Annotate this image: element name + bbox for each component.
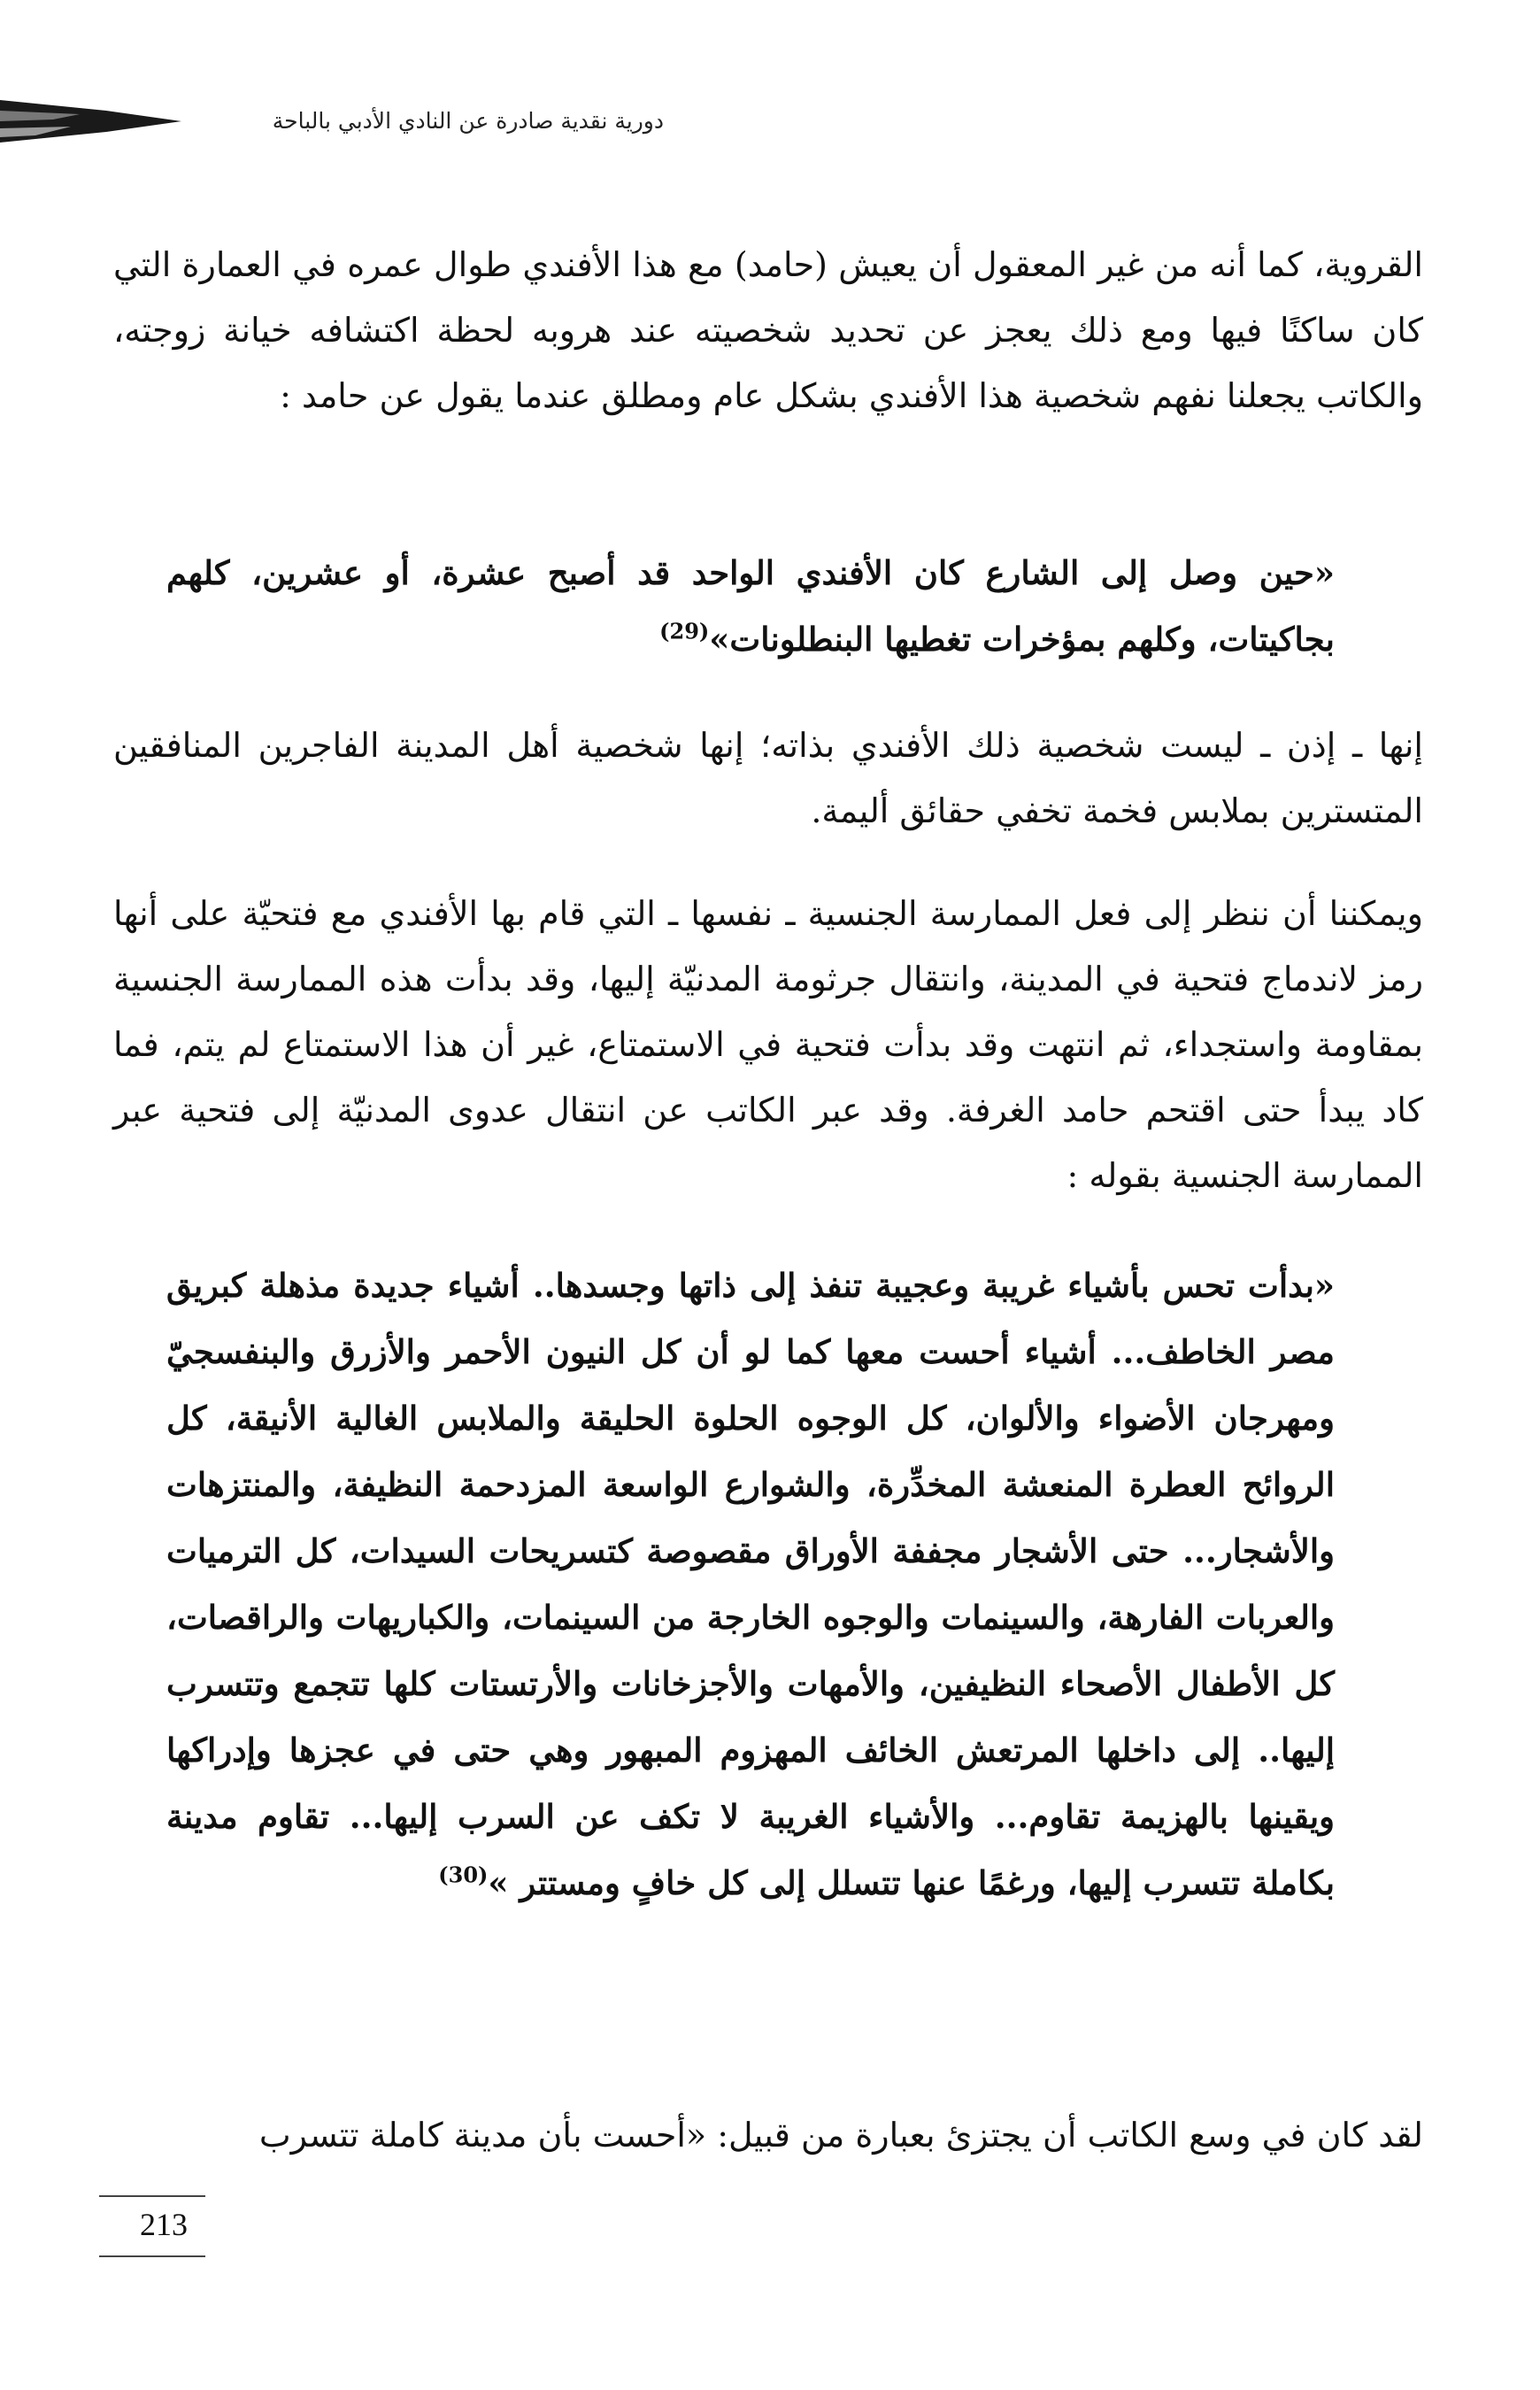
quote-block-2 (166, 1253, 1335, 1916)
footnote-ref-29: (29) (659, 618, 710, 644)
page-number: 213 (140, 2207, 188, 2242)
quote-block-1 (166, 540, 1335, 673)
header-logo-mark (0, 93, 186, 146)
quote-1-text: «حين وصل إلى الشارع كان الأفندي الواحد قد أصبح عشرة، أو عشرين، كلهم بجاكيتات، وكلهم بمؤخرات تغطيها البنطلونات» (166, 553, 1335, 659)
quote-2-text: «بدأت تحس بأشياء غريبة وعجيبة تنفذ إلى ذاتها وجسدها.. أشياء جديدة مذهلة كبريق مصر الخاطف... أشياء أحست معها كما لو أن كل النيون الأحمر والأزرق والبنفسجيّ ومهرجان الأضواء والألوان، كل الوجوه الحلوة الحليقة والملابس الغالية الأنيقة، كل الروائح العطرة المنعشة المخدِّرة، والشوارع الواسعة المزدحمة النظيفة، والمنتزهات والأشجار... حتى الأشجار مجففة الأوراق مقصوصة كتسريحات السيدات، كل الترميات والعربات الفارهة، والسينمات والوجوه الخارجة من السينمات، والكباريهات والراقصات، كل الأطفال الأصحاء النظيفين، والأمهات والأجزخانات والأرتستات كلها تتجمع وتتسرب إليها.. إلى داخلها المرتعش الخائف المهزوم المبهور وهي حتى في عجزها وإدراكها ويقينها بالهزيمة تقاوم... والأشياء الغريبة لا تكف عن السرب إليها... تقاوم مدينة بكاملة تتسرب إليها، ورغمًا عنها تتسلل إلى كل خافٍ ومستتر » (166, 1266, 1335, 1902)
paragraph-1: القروية، كما أنه من غير المعقول أن يعيش (حامد) مع هذا الأفندي طوال عمره في العمارة التي كان ساكنًا فيها ومع ذلك يعجز عن تحديد شخصيته عند هروبه لحظة اكتشافه خيانة زوجته، والكاتب يجعلنا نفهم شخصية هذا الأفندي بشكل عام ومطلق عندما يقول عن حامد : (113, 245, 1423, 415)
page-number-top-rule (99, 2195, 205, 2197)
paragraph-2: إنها ـ إذن ـ ليست شخصية ذلك الأفندي بذاته؛ إنها شخصية أهل المدينة الفاجرين المنافقين المتسترين بملابس فخمة تخفي حقائق أليمة. (113, 726, 1423, 830)
paragraph-3: ويمكننا أن ننظر إلى فعل الممارسة الجنسية ـ نفسها ـ التي قام بها الأفندي مع فتحيّة على أنها رمز لاندماج فتحية في المدينة، وانتقال جرثومة المدنيّة إليها، وقد بدأت هذه الممارسة الجنسية بمقاومة واستجداء، ثم انتهت وقد بدأت فتحية في الاستمتاع، غير أن هذا الاستمتاع لم يتم، فما كاد يبدأ حتى اقتحم حامد الغرفة. وقد عبر الكاتب عن انتقال عدوى المدنيّة إلى فتحية عبر الممارسة الجنسية بقوله : (113, 894, 1423, 1195)
page-number-bottom-rule (99, 2255, 205, 2257)
footnote-ref-30: (30) (438, 1862, 489, 1888)
journal-running-title: دورية نقدية صادرة عن النادي الأدبي بالباحة (272, 108, 664, 134)
paragraph-4: لقد كان في وسع الكاتب أن يجتزئ بعبارة من قبيل: «أحست بأن مدينة كاملة تتسرب (258, 2116, 1423, 2155)
